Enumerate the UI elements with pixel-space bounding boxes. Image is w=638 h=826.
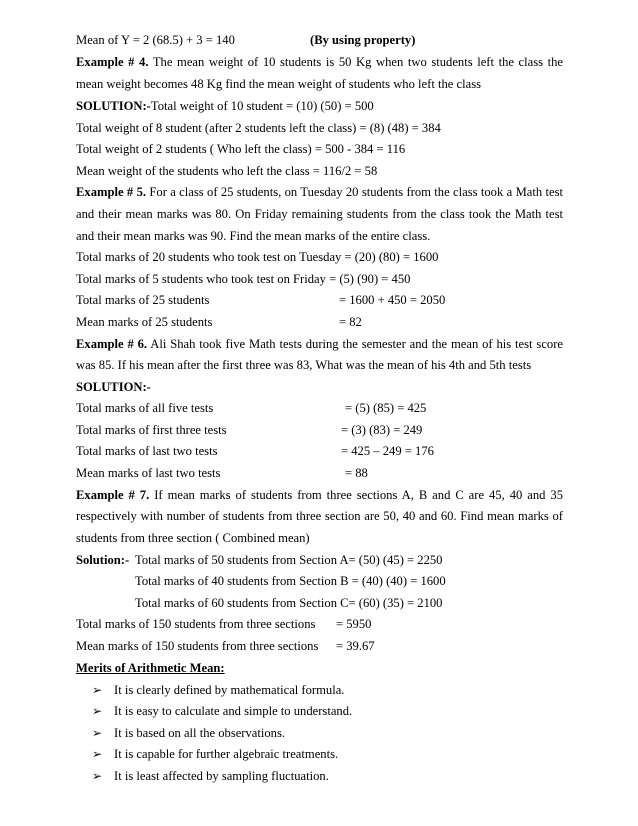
merit-item-2: It is easy to calculate and simple to understand. [114, 704, 353, 718]
example-6-statement-line-1 [76, 336, 563, 352]
example-6-solution-label: SOLUTION:- [76, 380, 151, 394]
example-6-row-3-value: = 425 – 249 = 176 [341, 444, 434, 458]
example-6-row-2-value: = (3) (83) = 249 [341, 423, 423, 437]
merits-heading: Merits of Arithmetic Mean: [76, 661, 225, 675]
example-7-solution-label: Solution:- [76, 553, 130, 567]
example-4-step-2: Total weight of 8 student (after 2 students left the class) = (8) (48) = 384 [76, 121, 441, 135]
example-6-row-1-label: Total marks of all five tests [76, 401, 214, 415]
example-7-statement-line-3: students from three section ( Combined mean) [76, 531, 310, 545]
example-6-row-1-value: = (5) (85) = 425 [345, 401, 427, 415]
example-5-step-4-value: = 82 [339, 315, 362, 329]
arrow-bullet-icon: ➢ [92, 769, 103, 783]
example-7-total-value: = 5950 [336, 617, 372, 631]
example-7-statement-line-1 [76, 487, 563, 503]
merit-item-4: It is capable for further algebraic treatments. [114, 747, 339, 761]
example-5-step-3-label: Total marks of 25 students [76, 293, 210, 307]
example-5-step-2: Total marks of 5 students who took test on Friday = (5) (90) = 450 [76, 272, 411, 286]
example-7-total-label: Total marks of 150 students from three sections [76, 617, 316, 631]
example-7-statement-line-2: respectively with number of students from three section are 50, 40 and 60. Find mean marks of [76, 509, 563, 523]
arrow-bullet-icon: ➢ [92, 683, 103, 697]
arrow-bullet-icon: ➢ [92, 726, 103, 740]
example-6-statement-line-2: was 85. If his mean after the first three was 83, What was the mean of his 4th and 5th tests [76, 358, 532, 372]
example-5-label: Example # 5. [76, 185, 147, 199]
example-4-solution-text: Total weight of 10 student = (10) (50) = 500 [150, 99, 374, 113]
mean-of-y-text: Mean of Y = 2 (68.5) + 3 = 140 [76, 33, 235, 47]
merit-item-5: It is least affected by sampling fluctuation. [114, 769, 329, 783]
example-7-mean-label: Mean marks of 150 students from three sections [76, 639, 319, 653]
example-4-solution-label: SOLUTION:- [76, 99, 151, 113]
example-6-text-1: Ali Shah took five Math tests during the semester and the mean of his test score [150, 337, 563, 351]
mean-of-y-line [76, 32, 235, 48]
example-4-step-4: Mean weight of the students who left the class = 116/2 = 58 [76, 164, 378, 178]
by-using-property-note: (By using property) [310, 33, 416, 47]
example-4-statement-line-1 [76, 54, 563, 70]
example-5-statement-line-3: and their mean marks was 90. Find the mean marks of the entire class. [76, 229, 431, 243]
example-5-statement-line-1 [76, 184, 563, 200]
example-7-text-1: If mean marks of students from three sections A, B and C are 45, 40 and 35 [154, 488, 564, 502]
example-6-label: Example # 6. [76, 337, 148, 351]
arrow-bullet-icon: ➢ [92, 747, 103, 761]
example-6-row-4-label: Mean marks of last two tests [76, 466, 221, 480]
example-6-row-4-value: = 88 [345, 466, 368, 480]
example-4-solution-line [76, 98, 374, 114]
example-7-step-1: Total marks of 50 students from Section A= (50) (45) = 2250 [135, 553, 443, 567]
example-5-step-4-label: Mean marks of 25 students [76, 315, 213, 329]
example-6-row-2-label: Total marks of first three tests [76, 423, 227, 437]
example-5-step-3-value: = 1600 + 450 = 2050 [339, 293, 446, 307]
example-7-step-3: Total marks of 60 students from Section C= (60) (35) = 2100 [135, 596, 443, 610]
example-4-step-3: Total weight of 2 students ( Who left the class) = 500 - 384 = 116 [76, 142, 406, 156]
merit-item-3: It is based on all the observations. [114, 726, 286, 740]
example-7-step-2: Total marks of 40 students from Section B = (40) (40) = 1600 [135, 574, 446, 588]
example-7-mean-value: = 39.67 [336, 639, 375, 653]
example-5-text-1: For a class of 25 students, on Tuesday 20 students from the class took a Math test [149, 185, 563, 199]
example-6-row-3-label: Total marks of last two tests [76, 444, 218, 458]
example-7-label: Example # 7. [76, 488, 150, 502]
arrow-bullet-icon: ➢ [92, 704, 103, 718]
example-5-statement-line-2: and their mean marks was 80. On Friday remaining students from the class took the Math test [76, 207, 563, 221]
example-4-text-1: The mean weight of 10 students is 50 Kg when two students left the class the [152, 55, 563, 69]
example-5-step-1: Total marks of 20 students who took test on Tuesday = (20) (80) = 1600 [76, 250, 439, 264]
merit-item-1: It is clearly defined by mathematical formula. [114, 683, 345, 697]
example-4-statement-line-2: mean weight becomes 48 Kg find the mean weight of students who left the class [76, 77, 481, 91]
example-4-label: Example # 4. [76, 55, 149, 69]
